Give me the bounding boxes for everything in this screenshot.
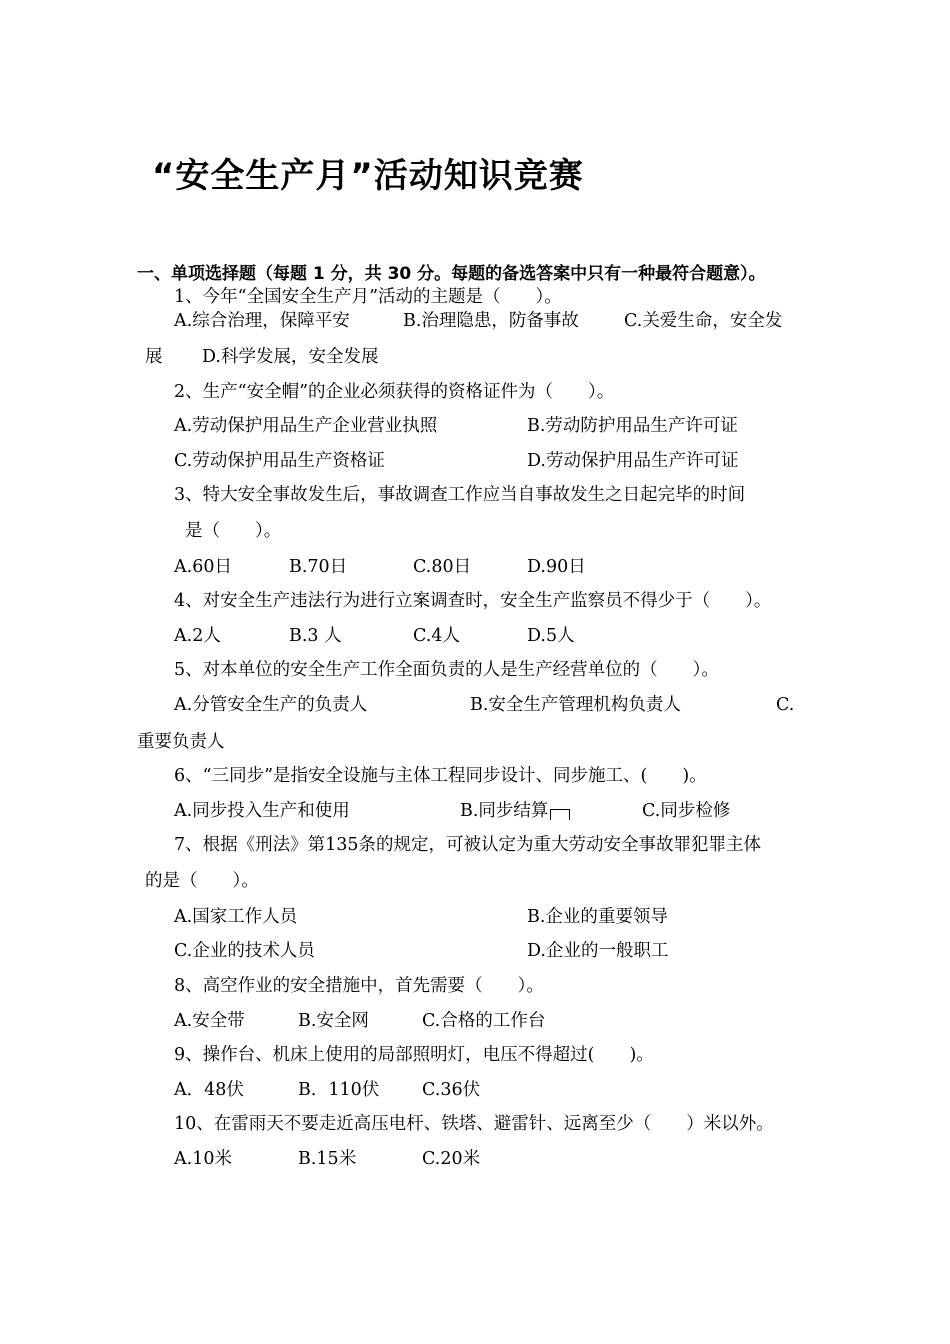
page-title: “安全生产月”活动知识竞赛 bbox=[152, 156, 584, 196]
q1-option-c-cont: 展 bbox=[145, 347, 163, 367]
q10-stem: 10、在雷雨天不要走近高压电杆、铁塔、避雷针、远离至少（ ）米以外。 bbox=[174, 1114, 774, 1134]
q7-option-b: B.企业的重要领导 bbox=[527, 907, 668, 927]
q1-option-c: C.关爱生命，安全发 bbox=[624, 311, 783, 331]
q9-option-c: C.36伏 bbox=[422, 1080, 481, 1100]
q2-option-d: D.劳动保护用品生产许可证 bbox=[527, 451, 739, 471]
q3-option-a: A.60日 bbox=[174, 557, 232, 577]
q10-option-c: C.20米 bbox=[422, 1149, 481, 1169]
q2-stem: 2、生产“安全帽”的企业必须获得的资格证件为（ ）。 bbox=[174, 382, 615, 402]
q4-option-b: B.3 人 bbox=[289, 626, 342, 646]
q7-option-d: D.企业的一般职工 bbox=[527, 941, 669, 961]
q5-option-c: C. bbox=[776, 695, 795, 715]
q4-option-c: C.4人 bbox=[413, 626, 460, 646]
q6-option-b-text: B.同步结算 bbox=[460, 801, 549, 821]
q6-option-b bbox=[460, 799, 570, 823]
q2-option-c: C.劳动保护用品生产资格证 bbox=[174, 451, 385, 471]
q2-option-a: A.劳动保护用品生产企业营业执照 bbox=[174, 416, 438, 436]
q1-option-b: B.治理隐患，防备事故 bbox=[403, 311, 579, 331]
q3-option-b: B.70日 bbox=[289, 557, 348, 577]
q5-option-a: A.分管安全生产的负责人 bbox=[174, 695, 368, 715]
q3-option-d: D.90日 bbox=[527, 557, 586, 577]
q1-stem: 1、今年“全国安全生产月”活动的主题是（ ）。 bbox=[174, 287, 562, 307]
q3-stem: 3、特大安全事故发生后，事故调查工作应当自事故发生之日起完毕的时间 bbox=[174, 485, 746, 505]
q8-option-b: B.安全网 bbox=[298, 1011, 369, 1031]
q4-option-d: D.5人 bbox=[527, 626, 575, 646]
q5-option-c-cont: 重要负责人 bbox=[137, 732, 225, 752]
q6-option-c: C.同步检修 bbox=[642, 801, 731, 821]
q1-option-a: A.综合治理，保障平安 bbox=[174, 311, 350, 331]
q9-option-a: A．48伏 bbox=[174, 1080, 244, 1100]
q4-option-a: A.2人 bbox=[174, 626, 221, 646]
q6-option-a: A.同步投入生产和使用 bbox=[174, 801, 350, 821]
q4-stem: 4、对安全生产违法行为进行立案调查时，安全生产监察员不得少于（ ）。 bbox=[174, 591, 772, 611]
q3-stem-cont: 是（ ）。 bbox=[185, 521, 282, 541]
q5-option-b: B.安全生产管理机构负责人 bbox=[470, 695, 681, 715]
q7-stem-cont: 的是（ ）。 bbox=[145, 871, 259, 891]
q5-stem: 5、对本单位的安全生产工作全面负责的人是生产经营单位的（ ）。 bbox=[174, 660, 719, 680]
q8-option-c: C.合格的工作台 bbox=[422, 1011, 546, 1031]
q1-option-d: D.科学发展，安全发展 bbox=[202, 347, 379, 367]
q10-option-a: A.10米 bbox=[174, 1149, 232, 1169]
q6-stem: 6、“三同步”是指安全设施与主体工程同步设计、同步施工、( )。 bbox=[174, 766, 707, 786]
q7-option-a: A.国家工作人员 bbox=[174, 907, 298, 927]
q10-option-b: B.15米 bbox=[298, 1149, 357, 1169]
q9-stem: 9、操作台、机床上使用的局部照明灯，电压不得超过( )。 bbox=[174, 1045, 654, 1065]
q9-option-b: B．110伏 bbox=[298, 1080, 380, 1100]
q2-option-b: B.劳动防护用品生产许可证 bbox=[527, 416, 738, 436]
section-heading: 一、单项选择题（每题 1 分，共 30 分。每题的备选答案中只有一种最符合题意）。 bbox=[137, 264, 766, 284]
q7-option-c: C.企业的技术人员 bbox=[174, 941, 315, 961]
stray-bracket-mark bbox=[550, 809, 570, 820]
q7-stem: 7、根据《刑法》第135条的规定，可被认定为重大劳动安全事故罪犯罪主体 bbox=[174, 835, 762, 855]
q3-option-c: C.80日 bbox=[413, 557, 472, 577]
q8-option-a: A.安全带 bbox=[174, 1011, 245, 1031]
q8-stem: 8、高空作业的安全措施中，首先需要（ ）。 bbox=[174, 976, 544, 996]
